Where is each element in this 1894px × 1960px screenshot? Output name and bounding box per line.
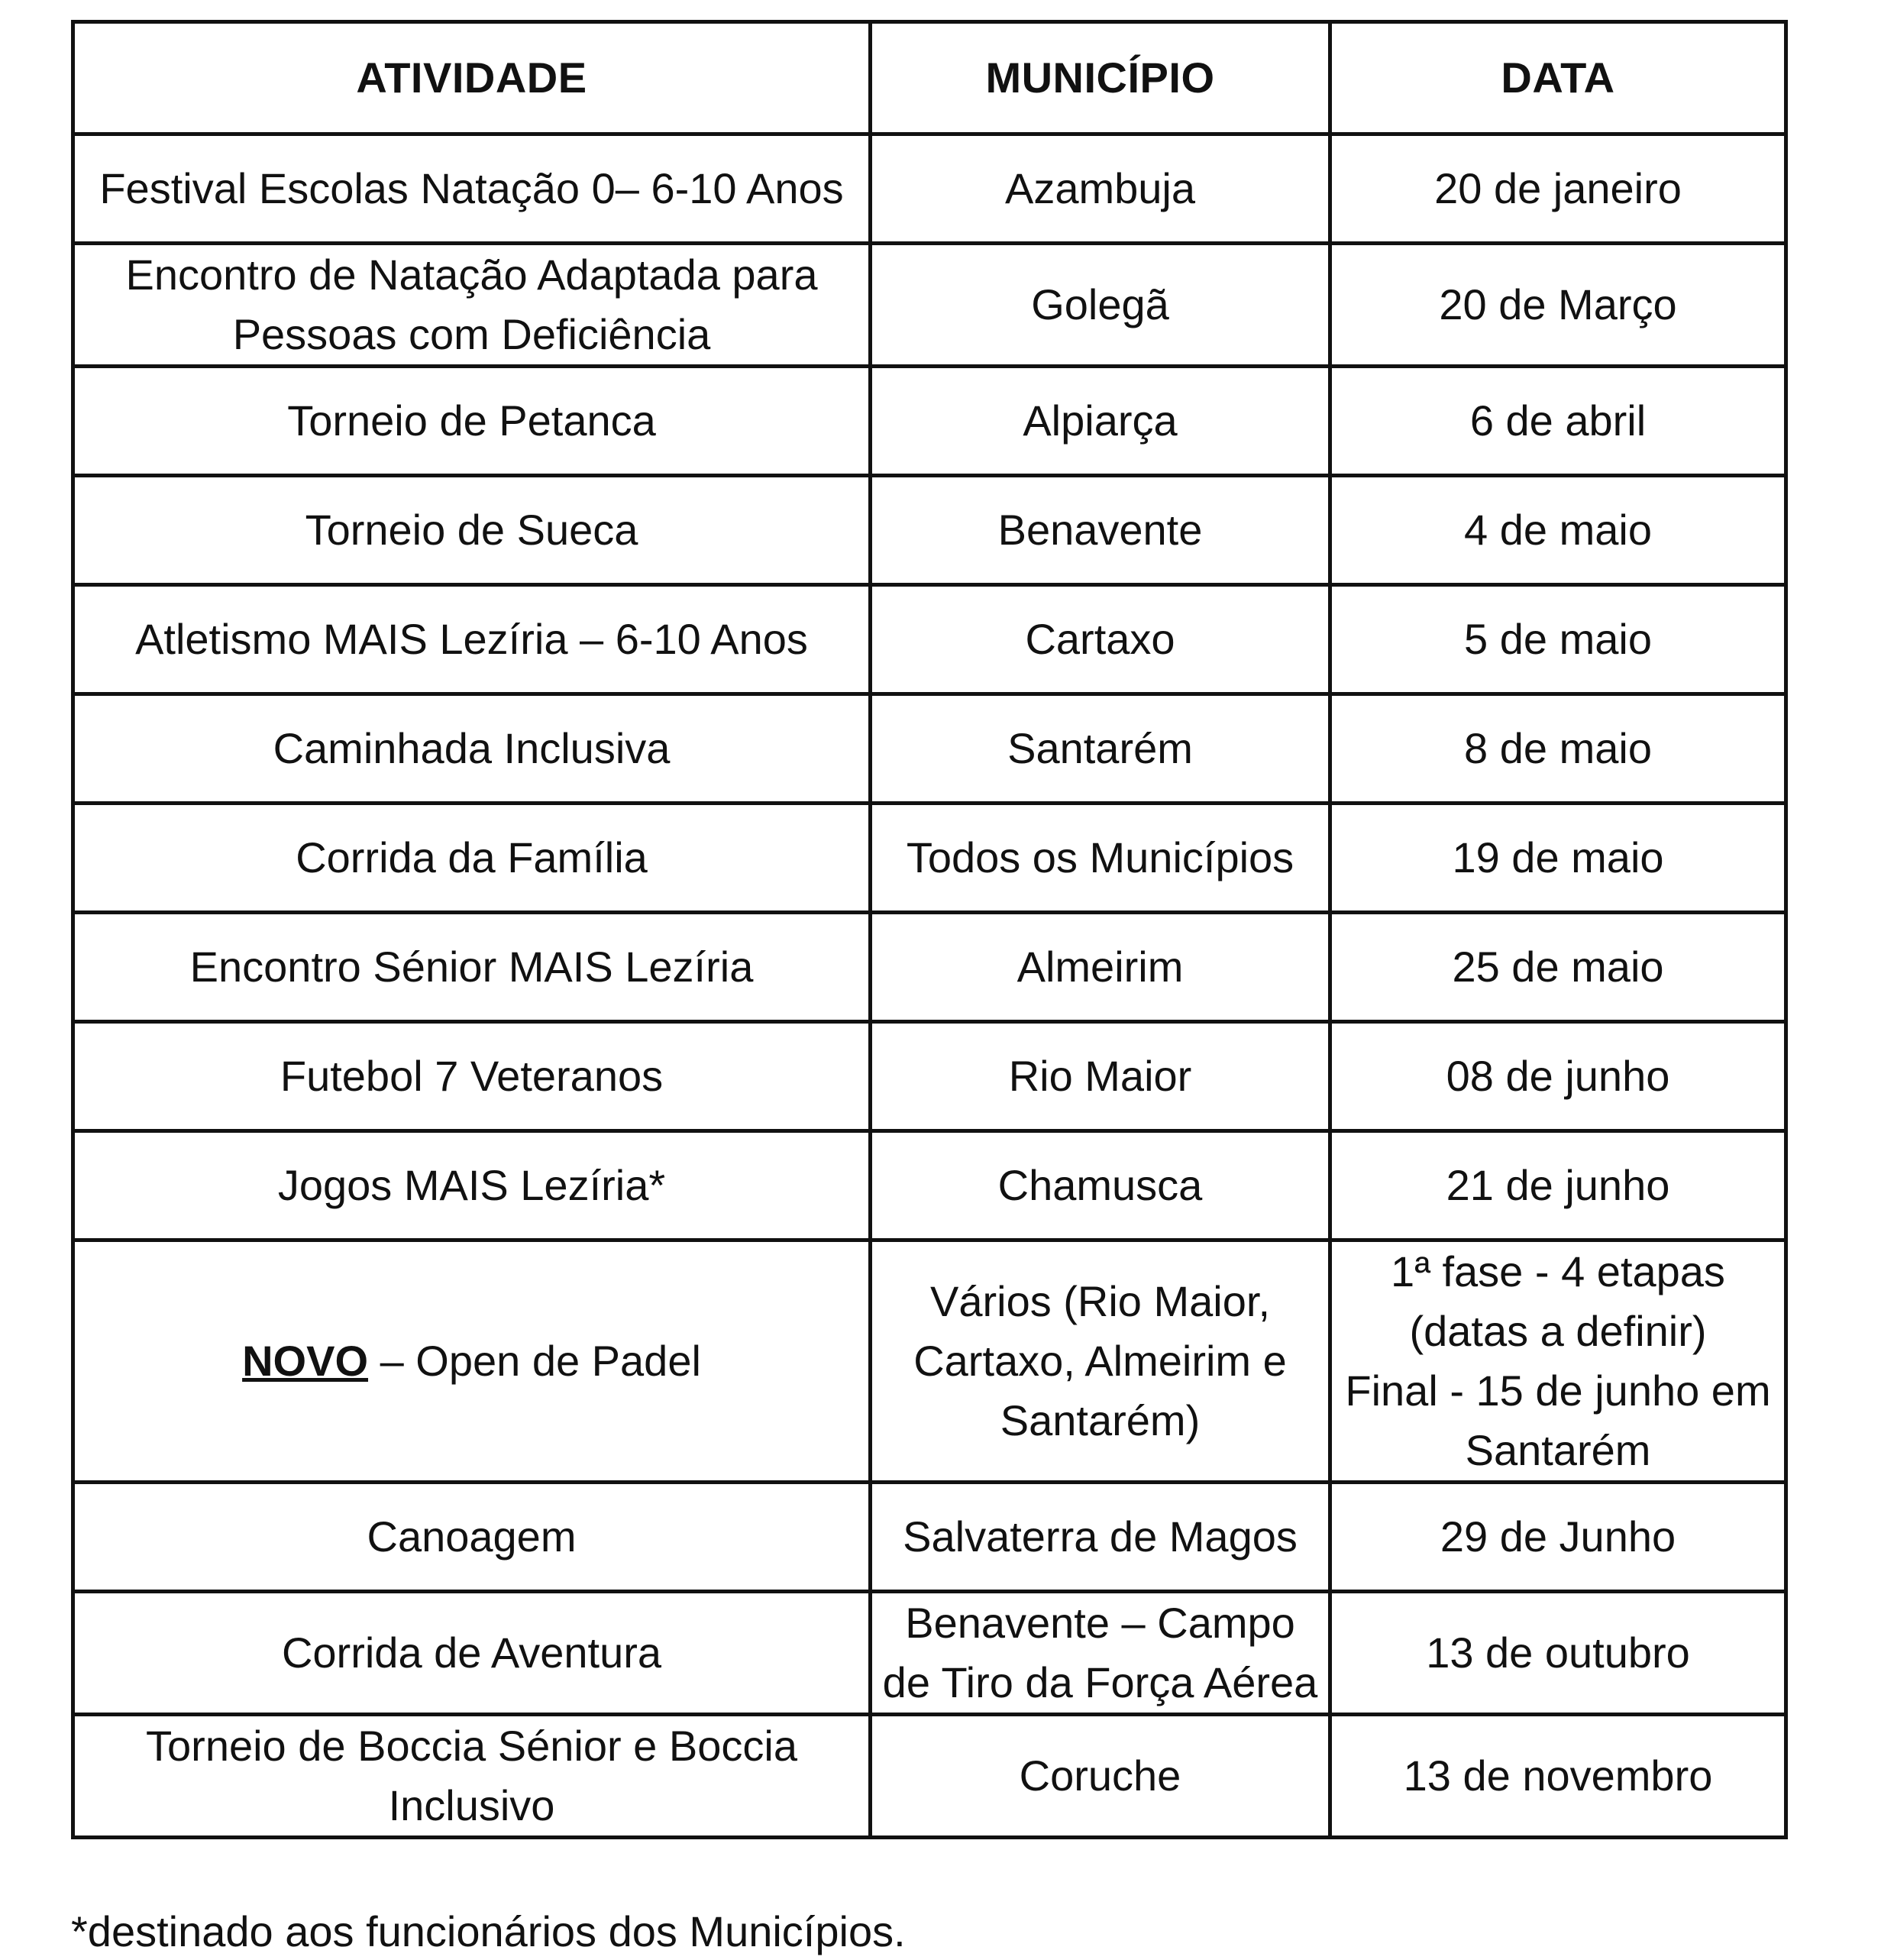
table-row <box>73 804 1786 913</box>
activity-cell: Torneio de Sueca <box>73 476 871 585</box>
date-cell: 29 de Junho <box>1330 1483 1786 1592</box>
table-row <box>73 694 1786 804</box>
column-header-municipality: MUNICÍPIO <box>871 22 1330 134</box>
date-phase-one: 1ª fase - 4 etapas (datas a definir) <box>1391 1247 1725 1355</box>
date-cell: 21 de junho <box>1330 1131 1786 1240</box>
municipality-cell: Todos os Municípios <box>871 804 1330 913</box>
activity-cell: Futebol 7 Veteranos <box>73 1022 871 1131</box>
activity-cell: Encontro Sénior MAIS Lezíria <box>73 913 871 1022</box>
municipality-cell: Santarém <box>871 694 1330 804</box>
activity-cell: Torneio de Boccia Sénior e Boccia Inclusivo <box>73 1715 871 1838</box>
municipality-cell: Coruche <box>871 1715 1330 1838</box>
municipality-cell: Alpiarça <box>871 367 1330 476</box>
date-cell <box>1330 1240 1786 1483</box>
municipality-cell: Chamusca <box>871 1131 1330 1240</box>
activity-cell: Atletismo MAIS Lezíria – 6-10 Anos <box>73 585 871 694</box>
table-row <box>73 134 1786 244</box>
date-cell: 5 de maio <box>1330 585 1786 694</box>
activity-cell: Corrida da Família <box>73 804 871 913</box>
date-cell: 4 de maio <box>1330 476 1786 585</box>
column-header-date: DATA <box>1330 22 1786 134</box>
new-badge: NOVO <box>242 1337 369 1385</box>
municipality-cell: Benavente – Campo de Tiro da Força Aérea <box>871 1592 1330 1715</box>
municipality-cell: Almeirim <box>871 913 1330 1022</box>
activity-cell: Canoagem <box>73 1483 871 1592</box>
schedule-table <box>71 20 1788 1839</box>
municipality-cell: Benavente <box>871 476 1330 585</box>
table-row <box>73 585 1786 694</box>
date-cell: 8 de maio <box>1330 694 1786 804</box>
date-cell: 20 de Março <box>1330 244 1786 367</box>
activity-cell <box>73 1240 871 1483</box>
date-final: Final - 15 de junho em Santarém <box>1345 1367 1771 1474</box>
date-cell: 20 de janeiro <box>1330 134 1786 244</box>
header-row <box>73 22 1786 134</box>
municipality-cell: Golegã <box>871 244 1330 367</box>
table-row <box>73 1022 1786 1131</box>
date-cell: 08 de junho <box>1330 1022 1786 1131</box>
municipality-cell: Azambuja <box>871 134 1330 244</box>
date-cell: 6 de abril <box>1330 367 1786 476</box>
activity-cell: Corrida de Aventura <box>73 1592 871 1715</box>
date-cell: 25 de maio <box>1330 913 1786 1022</box>
activity-schedule <box>71 20 1784 1839</box>
column-header-activity: ATIVIDADE <box>73 22 871 134</box>
table-row <box>73 1131 1786 1240</box>
municipality-cell: Vários (Rio Maior, Cartaxo, Almeirim e Santarém) <box>871 1240 1330 1483</box>
table-row <box>73 1483 1786 1592</box>
date-cell: 13 de outubro <box>1330 1592 1786 1715</box>
footnote: *destinado aos funcionários dos Municípios. <box>71 1907 906 1955</box>
municipality-cell: Salvaterra de Magos <box>871 1483 1330 1592</box>
table-row <box>73 1592 1786 1715</box>
activity-cell: Torneio de Petanca <box>73 367 871 476</box>
table-row <box>73 913 1786 1022</box>
table-row <box>73 1715 1786 1838</box>
activity-cell: Jogos MAIS Lezíria* <box>73 1131 871 1240</box>
date-cell: 13 de novembro <box>1330 1715 1786 1838</box>
date-cell: 19 de maio <box>1330 804 1786 913</box>
table-row <box>73 367 1786 476</box>
municipality-cell: Rio Maior <box>871 1022 1330 1131</box>
activity-cell: Festival Escolas Natação 0– 6-10 Anos <box>73 134 871 244</box>
table-row <box>73 1240 1786 1483</box>
table-row <box>73 476 1786 585</box>
municipality-cell: Cartaxo <box>871 585 1330 694</box>
activity-cell: Encontro de Natação Adaptada para Pessoas com Deficiência <box>73 244 871 367</box>
activity-label: – Open de Padel <box>368 1337 701 1385</box>
activity-cell: Caminhada Inclusiva <box>73 694 871 804</box>
table-row <box>73 244 1786 367</box>
